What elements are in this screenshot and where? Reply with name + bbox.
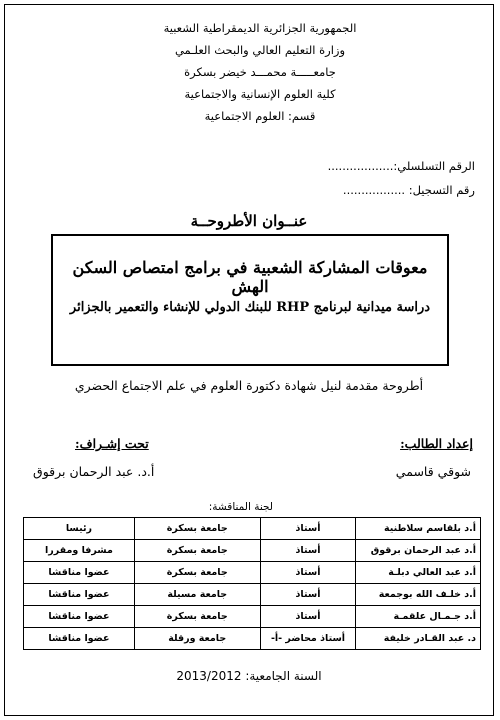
member-role: رئيسا [24,518,135,540]
member-name: أ.د خلـف الله بوجمعة [356,584,481,606]
table-row [24,562,481,584]
table-row [24,518,481,540]
committee-label: لجنة المناقشة: [208,501,273,513]
thesis-subtitle: دراسة ميدانية لبرنامج RHP للبنك الدولي للإنشاء والتعمير بالجزائر [69,300,431,315]
committee-table [23,517,481,650]
university-line: جامعـــــة محمـــد خيضر بسكرة [184,65,336,79]
member-name: أ.د جـمـال علقمـة [356,606,481,628]
member-role: عضوا مناقشا [24,584,135,606]
title-box [51,234,449,366]
department-line: قسم: العلوم الاجتماعية [204,109,316,123]
member-rank: أستاذ [260,518,356,540]
member-university: جامعة بسكرة [134,562,260,584]
member-university: جامعة بسكرة [134,540,260,562]
table-row [24,584,481,606]
member-university: جامعة بسكرة [134,518,260,540]
member-rank: أستاذ [260,562,356,584]
degree-statement: أطروحة مقدمة لنيل شهادة دكتورة العلوم في علم الاجتماع الحضري [74,378,424,393]
academic-year: السنة الجامعية: 2013/2012 [176,669,322,683]
table-row [24,540,481,562]
student-name: شوقي قاسمي [395,464,471,479]
member-name: أ.د عبد الرحمان برقوق [356,540,481,562]
student-label: إعداد الطالب: [400,436,473,451]
member-role: عضوا مناقشا [24,562,135,584]
supervisor-name: أ.د. عبد الرحمان برقوق [33,464,155,479]
document-page [4,4,494,716]
member-rank: أستاذ محاضر -أ- [260,628,356,650]
member-name: أ.د بلقاسم سلاطنية [356,518,481,540]
member-role: عضوا مناقشا [24,606,135,628]
serial-number-field: الرقم التسلسلي:.................. [327,159,475,173]
supervisor-label: تحت إشـراف: [75,436,149,451]
ministry-line: وزارة التعليم العالي والبحث العلـمي [174,43,346,57]
member-rank: أستاذ [260,606,356,628]
member-role: عضوا مناقشا [24,628,135,650]
member-university: جامعة بسكرة [134,606,260,628]
member-rank: أستاذ [260,584,356,606]
member-role: مشرفا ومقررا [24,540,135,562]
member-university: جامعة مسيلة [134,584,260,606]
member-name: د. عبد القـادر خليفة [356,628,481,650]
member-rank: أستاذ [260,540,356,562]
table-row [24,606,481,628]
republic-line: الجمهورية الجزائرية الديمقراطية الشعبية [163,21,357,35]
table-row [24,628,481,650]
faculty-line: كلية العلوم الإنسانية والاجتماعية [184,87,336,101]
registration-number-field: رقم التسجيل: ................. [342,183,475,197]
institution-header [145,17,375,127]
member-university: جامعة ورقلة [134,628,260,650]
thesis-title: معوقات المشاركة الشعبية في برامج امتصاص السكن الهش [72,258,428,296]
thesis-title-label: عنــوان الأطروحــة [190,212,308,230]
member-name: أ.د عبد العالي دبلـة [356,562,481,584]
